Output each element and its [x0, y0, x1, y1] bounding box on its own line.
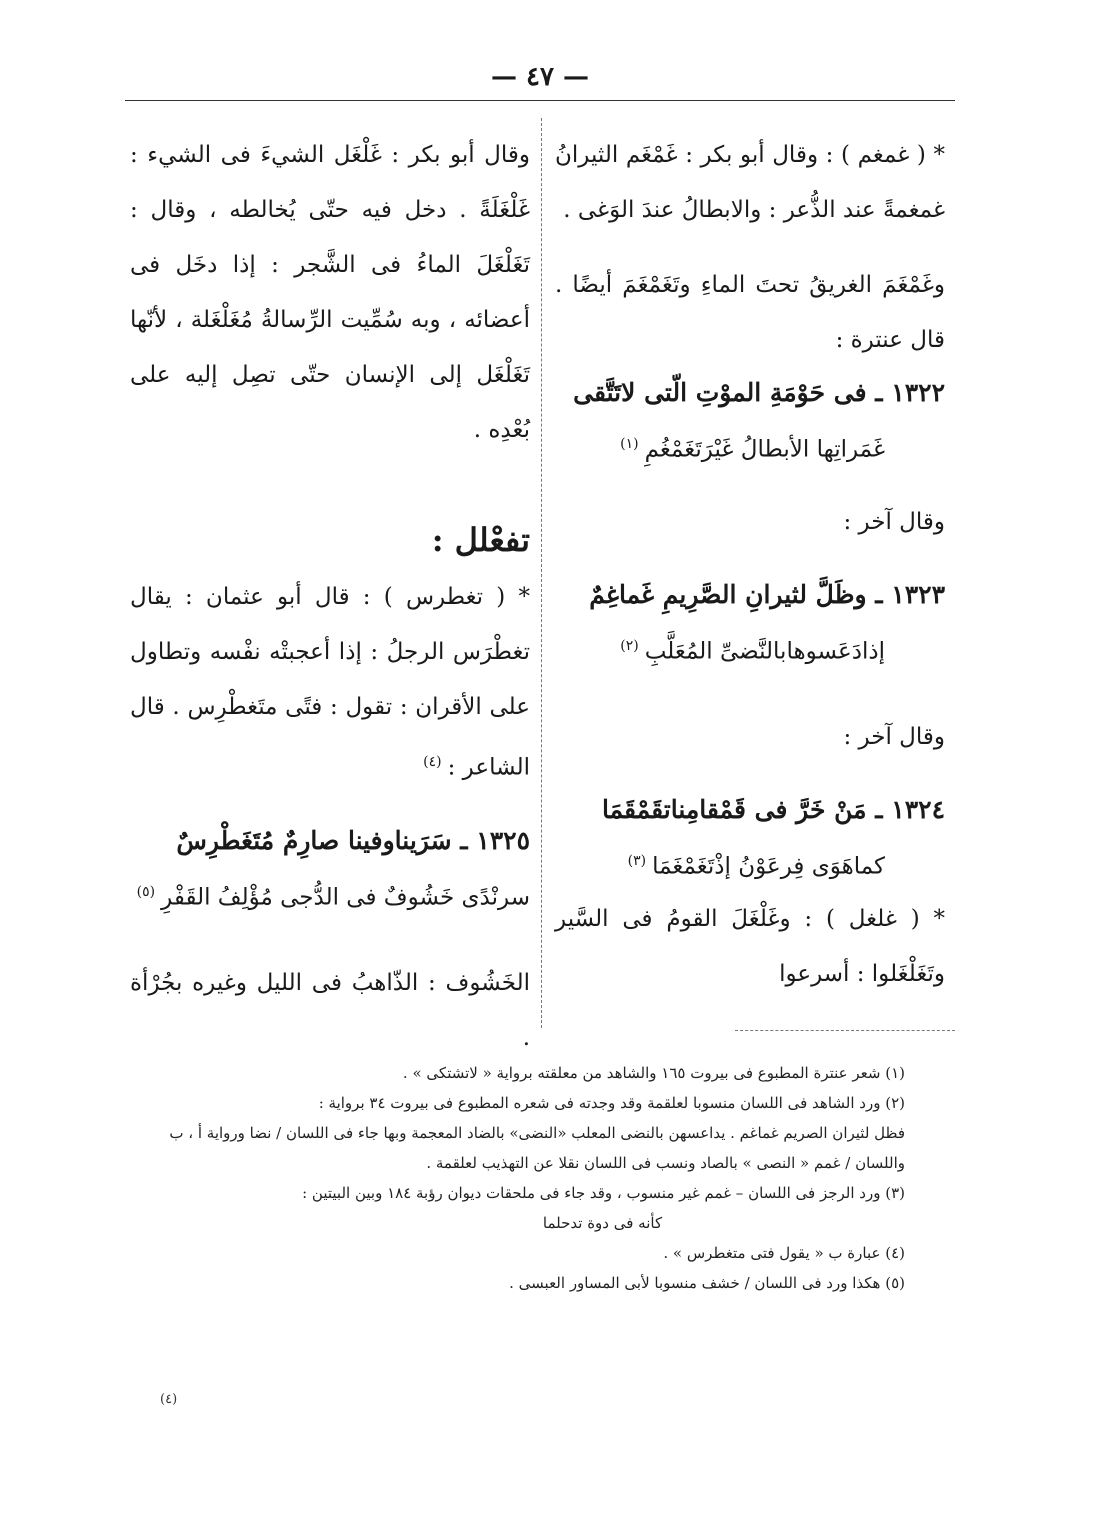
- spacer: [130, 922, 530, 956]
- paragraph-another-said-2: وقال آخر :: [843, 724, 945, 751]
- verse-1322-first-hemistich: ١٣٢٢ ـ فى حَوْمَةِ الموْتِ الّتى لاتَتَّقى: [573, 378, 945, 407]
- spacer: [555, 475, 945, 495]
- verse-1323-second-hemistich: إذادَعَسوهابالنَّضىِّ المُعَلَّبِ$^{(٢)}$: [620, 637, 885, 665]
- footnote-2-continuation-2: واللسان / غمم « النصى » بالصاد ونسب فى اللسان نقلا عن التهذيب لعلقمة .: [426, 1154, 905, 1172]
- footnote-5: (٥) هكذا ورد فى اللسان / خشف منسوبا لأبى المساور العبسى .: [509, 1274, 905, 1292]
- footnote-rule: [735, 1030, 955, 1031]
- spacer: [555, 238, 945, 258]
- entry-ghamgham: * ( غمغم ) : وقال أبو بكر : غَمْغَم الثيرانُ غمغمةً عند الذُّعر : والابطالُ عندَ الوَغى .: [555, 142, 945, 223]
- entry-ghalghal: * ( غلغل ) : وغَلْغَلَ القومُ فى السَّير وتَغَلْغَلوا : أسرعوا: [555, 905, 945, 987]
- verse-1325-second-hemistich: سرنْدًى خَشُوفٌ فى الدُّجى مُؤْلِفُ القَفْرِ$^{(٥)}$: [136, 883, 530, 911]
- footnote-ref-4[interactable]: (٤): [423, 754, 442, 770]
- printer-signature-mark: (٤): [160, 1392, 178, 1407]
- footnote-ref-1[interactable]: (١): [620, 436, 639, 452]
- section-heading-tafalal: تفعْلل :: [431, 521, 530, 559]
- verse-1324-first-hemistich: ١٣٢٤ ـ مَنْ خَرَّ فى قَمْقامِناتقَمْقَمَا: [601, 795, 945, 825]
- paragraph-khashuf-definition: الخَشُوف : الذّاهبُ فى الليل وغيره بجُرْأة .: [130, 970, 530, 1052]
- page-number: — ٤٧ —: [490, 62, 590, 92]
- spacer: [555, 676, 945, 710]
- header-rule: [125, 100, 955, 101]
- entry-taghatras: * ( تغطرس ) : قال أبو عثمان : يقال تغطْرَس الرجلُ : إذا أعجبتْه نفْسه وتطاول على الأقران : تقول : فتًى متَغطْرِس . قال الشاعر :$^{(٤)}$: [130, 584, 530, 781]
- verse-1324-second-hemistich: كماهَوَى فِرعَوْنُ إذْتَغَمْغَمَا$^{(٣)}$: [627, 853, 885, 880]
- spacer: [555, 765, 945, 785]
- verse-1322-second-hemistich: غَمَراتِها الأبطالُ غَيْرَتَغَمْغُمِ$^{(١)}$: [620, 436, 885, 463]
- left-column: [130, 128, 530, 1066]
- verse-1323-first-hemistich: ١٣٢٣ ـ وظَلَّ لثيرانِ الصَّرِيمِ غَماغِمٌ: [589, 579, 945, 609]
- verse-1325-first-hemistich: ١٣٢٥ ـ سَرَيناوفينا صارِمٌ مُتَغَطْرِسٌ: [176, 825, 530, 855]
- footnote-ref-3[interactable]: (٣): [627, 853, 647, 870]
- spacer: [555, 550, 945, 570]
- footnote-ref-2[interactable]: (٢): [620, 637, 639, 654]
- right-column: [555, 128, 945, 1002]
- paragraph-ghalghal-definition: وقال أبو بكر : غَلْغَل الشيءَ فى الشيء : غَلْغَلَةً . دخل فيه حتّى يُخالطه ، وقال : تَغَلْغَلَ الماءُ فى الشَّجر : إذا دخَل فى أعضائه ، وبه سُمِّيت الرِّسالةُ مُغَلْغَلة ، لأنّها تَغَلْغَل إلى الإنسان حتّى تصِل إليه على بُعْدِه .: [130, 142, 530, 443]
- footnote-ref-5[interactable]: (٥): [136, 883, 156, 900]
- footnote-2-continuation: فظل لثيران الصريم غماغم . يداعسهن بالنضى المعلب «النضى» بالضاد المعجمة وبها جاء فى اللسان / نضا ورواية أ ، ب: [169, 1124, 905, 1142]
- spacer: [130, 458, 530, 510]
- paragraph-another-said: وقال آخر :: [843, 508, 945, 535]
- column-divider: [541, 118, 542, 1028]
- footnote-2: (٢) ورد الشاهد فى اللسان منسوبا لعلقمة وقد وجدته فى شعره المطبوع فى بيروت ٣٤ برواية :: [318, 1094, 905, 1112]
- footnotes: [160, 1058, 905, 1298]
- footnote-3-verse: كأنه فى دوة تدحلما: [542, 1214, 663, 1232]
- spacer: [130, 796, 530, 816]
- paragraph-ghamgham-drowning: وغَمْغَمَ الغريقُ تحتَ الماءِ وتَغَمْغَمَ أيضًا . قال عنترة :: [555, 272, 945, 353]
- footnote-4: (٤) عبارة ب « يقول فتى متغطرس » .: [663, 1244, 905, 1262]
- footnote-1: (١) شعر عنترة المطبوع فى بيروت ١٦٥ والشاهد من معلقته برواية « لاتشتكى » .: [402, 1064, 905, 1082]
- footnote-3: (٣) ورد الرجز فى اللسان – غمم غير منسوب ، وقد جاء فى ملحقات ديوان رؤبة ١٨٤ وبين البيتين :: [302, 1184, 905, 1202]
